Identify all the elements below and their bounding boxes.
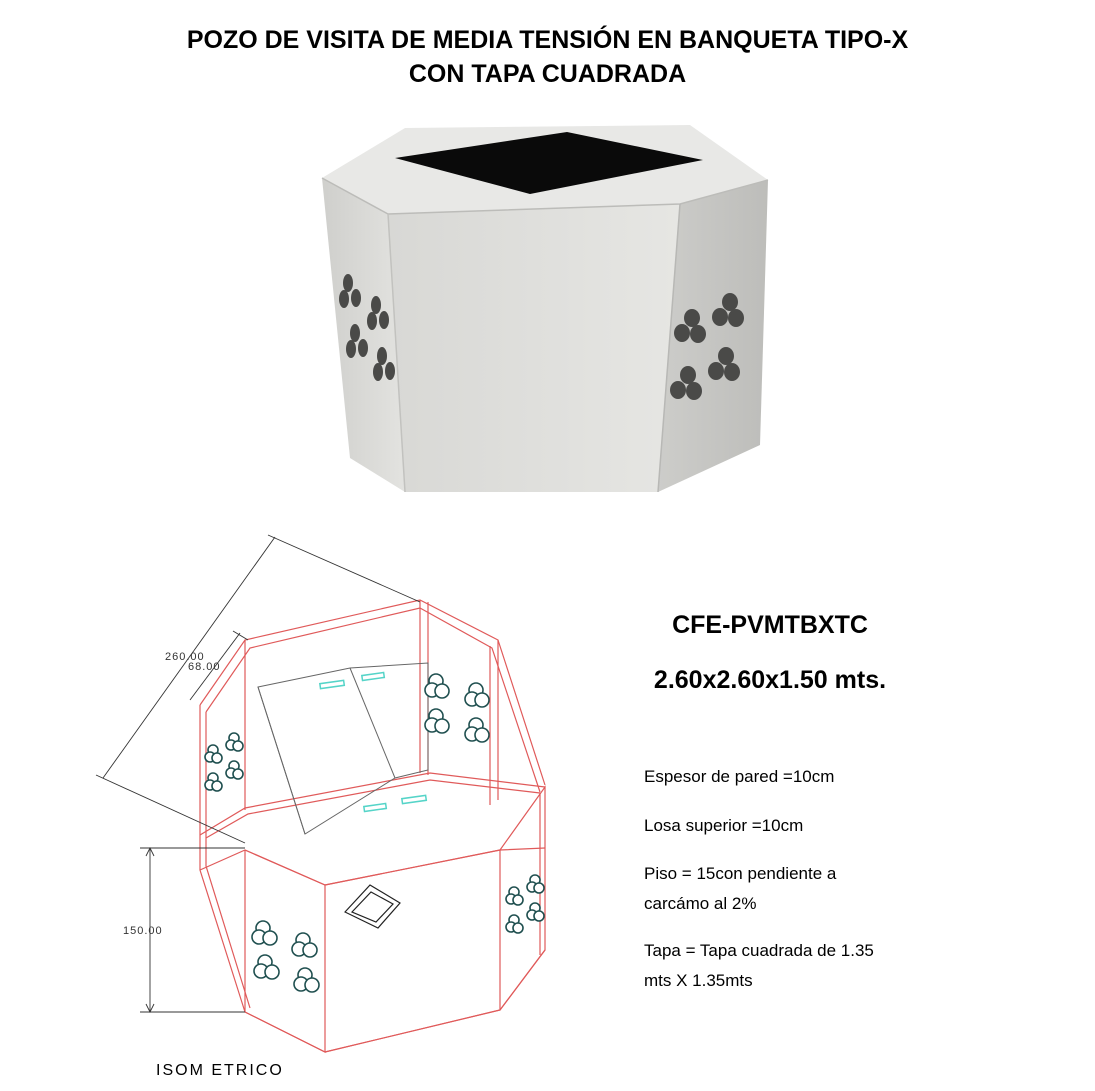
vault-front-face (388, 204, 680, 492)
spec-floor-line-1: Piso = 15con pendiente a (644, 864, 837, 883)
product-dimensions: 2.60x2.60x1.50 mts. (653, 666, 887, 694)
product-code: CFE-PVMTBXTC (672, 611, 868, 639)
view-label: ISOM ETRICO (156, 1062, 284, 1079)
iso-back-top-edge (200, 600, 545, 785)
dim-260: 260.00 (165, 651, 205, 663)
dim-68: 68.00 (188, 661, 221, 673)
iso-lid-plane (258, 663, 428, 834)
spec-top-slab: Losa superior =10cm (644, 816, 804, 835)
spec-wall-thickness: Espesor de pared =10cm (644, 767, 835, 786)
title-line-2: CON TAPA CUADRADA (408, 60, 687, 88)
front-square-opening (345, 885, 400, 928)
spec-floor-line-2: carcámo al 2% (644, 894, 757, 913)
concrete-vault-render (322, 125, 768, 492)
spec-lid-line-2: mts X 1.35mts (644, 971, 753, 990)
title-line-1: POZO DE VISITA DE MEDIA TENSIÓN EN BANQUETA TIPO-X (186, 26, 909, 54)
iso-hole-clusters (205, 674, 544, 992)
spec-lid-line-1: Tapa = Tapa cuadrada de 1.35 (644, 941, 874, 960)
isometric-drawing (200, 600, 545, 1052)
dim-150: 150.00 (123, 925, 163, 937)
